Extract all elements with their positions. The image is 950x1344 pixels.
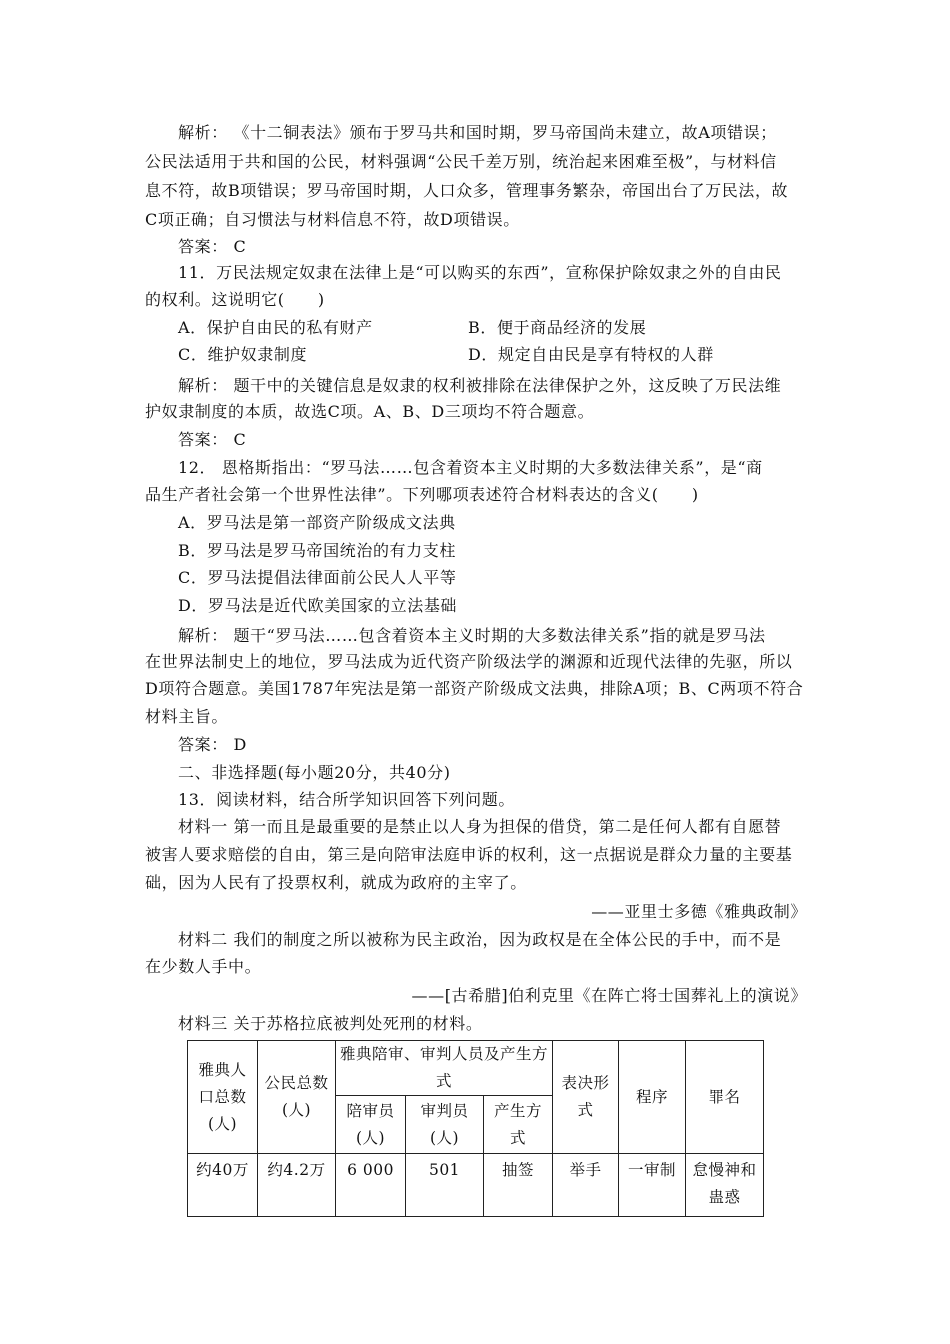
analysis-10-line-4: C项正确；自习惯法与材料信息不符，故D项错误。 (145, 210, 520, 229)
header-judges: 审判员(人) (406, 1096, 484, 1154)
option-12-a: A．罗马法是第一部资产阶级成文法典 (178, 513, 456, 532)
question-11-line-1: 11．万民法规定奴隶在法律上是“可以购买的东西”，宣称保护除奴隶之外的自由民 (178, 263, 782, 282)
question-12-line-1: 12． 恩格斯指出：“罗马法……包含着资本主义时期的大多数法律关系”，是“商 (178, 458, 763, 477)
cell-jurors: 6 000 (336, 1154, 406, 1217)
analysis-12-line-3: D项符合题意。美国1787年宪法是第一部资产阶级成文法典，排除A项；B、C两项不符合 (145, 679, 804, 698)
cell-citizens: 约4.2万 (258, 1154, 336, 1217)
material-1-source: ——亚里士多德《雅典政制》 (591, 902, 807, 921)
analysis-10-line-1: 解析： 《十二铜表法》颁布于罗马共和国时期，罗马帝国尚未建立，故A项错误； (178, 123, 777, 142)
header-court-group: 雅典陪审、审判人员及产生方式 (336, 1041, 553, 1096)
material-2-source: ——[古希腊]伯利克里《在阵亡将士国葬礼上的演说》 (411, 986, 807, 1005)
material-1-line-2: 被害人要求赔偿的自由，第三是向陪审法庭申诉的权利，这一点据说是群众力量的主要基 (145, 845, 793, 864)
material-2-line-2: 在少数人手中。 (145, 957, 262, 976)
analysis-12-line-2: 在世界法制史上的地位，罗马法成为近代资产阶级法学的渊源和近现代法律的先驱，所以 (145, 652, 793, 671)
header-method: 产生方式 (484, 1096, 553, 1154)
analysis-11-line-1: 解析： 题干中的关键信息是奴隶的权利被排除在法律保护之外，这反映了万民法维 (178, 376, 782, 395)
header-citizens: 公民总数(人) (258, 1041, 336, 1154)
header-jurors: 陪审员(人) (336, 1096, 406, 1154)
material-1-line-1: 材料一 第一而且是最重要的是禁止以人身为担保的借贷，第二是任何人都有自愿替 (178, 817, 782, 836)
cell-method: 抽签 (484, 1154, 553, 1217)
option-12-c: C．罗马法提倡法律面前公民人人平等 (178, 568, 457, 587)
analysis-12-line-4: 材料主旨。 (145, 707, 229, 726)
question-12-line-2: 品生产者社会第一个世界性法律”。下列哪项表述符合材料表达的含义( ) (145, 485, 699, 504)
cell-procedure: 一审制 (619, 1154, 686, 1217)
material-3-intro: 材料三 关于苏格拉底被判处死刑的材料。 (178, 1014, 483, 1033)
question-11-line-2: 的权利。这说明它( ) (145, 290, 325, 309)
cell-population: 约40万 (188, 1154, 258, 1217)
option-12-d: D．罗马法是近代欧美国家的立法基础 (178, 596, 458, 615)
question-13: 13．阅读材料，结合所学知识回答下列问题。 (178, 790, 515, 809)
option-11-d: D．规定自由民是享有特权的人群 (468, 345, 714, 364)
option-11-b: B．便于商品经济的发展 (468, 318, 647, 337)
analysis-10-line-3: 息不符，故B项错误；罗马帝国时期，人口众多，管理事务繁杂，帝国出台了万民法，故 (145, 181, 789, 200)
cell-charge: 怠慢神和蛊惑 (686, 1154, 764, 1217)
material-2-line-1: 材料二 我们的制度之所以被称为民主政治，因为政权是在全体公民的手中，而不是 (178, 930, 782, 949)
section-heading: 二、非选择题(每小题20分，共40分) (178, 763, 451, 782)
answer-12: 答案： D (178, 735, 247, 754)
header-population: 雅典人口总数(人) (188, 1041, 258, 1154)
analysis-11-line-2: 护奴隶制度的本质，故选C项。A、B、D三项均不符合题意。 (145, 402, 595, 421)
option-12-b: B．罗马法是罗马帝国统治的有力支柱 (178, 541, 456, 560)
table-row (188, 1154, 764, 1217)
header-charge: 罪名 (686, 1041, 764, 1154)
analysis-12-line-1: 解析： 题干“罗马法……包含着资本主义时期的大多数法律关系”指的就是罗马法 (178, 626, 766, 645)
answer-10: 答案： C (178, 237, 247, 256)
material-1-line-3: 础，因为人民有了投票权利，就成为政府的主宰了。 (145, 873, 527, 892)
option-11-c: C．维护奴隶制度 (178, 345, 308, 364)
analysis-10-line-2: 公民法适用于共和国的公民，材料强调“公民千差万别，统治起来困难至极”，与材料信 (145, 152, 777, 171)
cell-judges: 501 (406, 1154, 484, 1217)
option-11-a: A．保护自由民的私有财产 (178, 318, 373, 337)
cell-voting: 举手 (553, 1154, 619, 1217)
answer-11: 答案： C (178, 430, 247, 449)
header-procedure: 程序 (619, 1041, 686, 1154)
material-3-table (187, 1040, 764, 1217)
header-voting: 表决形式 (553, 1041, 619, 1154)
